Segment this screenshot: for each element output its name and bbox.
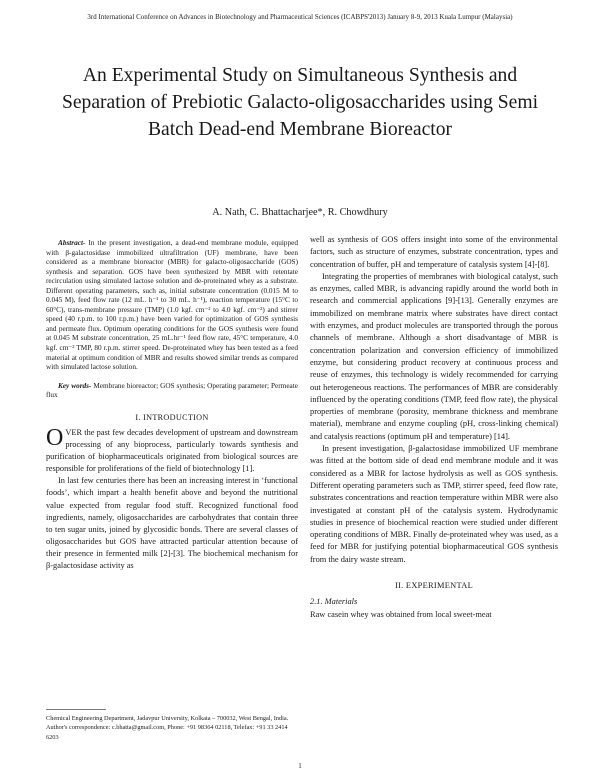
abstract-label: Abstract-	[58, 239, 86, 247]
section-heading-experimental: II. EXPERIMENTAL	[394, 581, 474, 591]
abstract-text: In the present investigation, a dead-end membrane module, equipped with β-galactosidase immobilized ultrafiltration (UF) membrane, have been considered as a membrane bioreactor (MBR) for galacto-oligosaccharide (GOS) synthesis and separation. GOS have been synthesized by MBR with retentate recirculation using simulated lactose solution and de-proteinated whey as a substrate. Different operating parameters, such as, initial substrate concentration (0.015 M to 0.045 M), feed flow rate (12 mL. h⁻¹ to 30 mL. h⁻¹), reaction temperature (15°C to 60°C), trans-membrane pressure (TMP) (1.0 kgf. cm⁻² to 4.0 kgf. cm⁻²) and stirrer speed (40 r.p.m. to 100 r.p.m.) have been varied for optimization of GOS synthesis and permeate flux. Optimum operating conditions for the GOS synthesis were found at 0.045 M substrate concentration, 25 mL.hr⁻¹ feed flow rate, 45°C temperature, 4.0 kgf. cm⁻² TMP, 80 r.p.m. stirrer speed. De-proteinated whey has been tested as a feed material at optimum condition of MBR and results showed similar trends as compared with simulated lactose solution.	[46, 239, 298, 372]
keywords-label: Key words-	[58, 381, 92, 390]
footnote	[46, 714, 298, 742]
subsection-materials: 2.1. Materials	[310, 597, 358, 607]
footnote-affiliation: Chemical Engineering Department, Jadavpur University, Kolkata – 700032, West Bengal, India.	[46, 715, 289, 722]
conference-header: 3rd International Conference on Advances in Biotechnology and Pharmaceutical Sciences (ICABPS'2013) January 8-9, 2013 Kuala Lumpur (Malaysia)	[87, 14, 513, 21]
left-column	[46, 239, 298, 572]
introduction-body	[46, 424, 298, 572]
materials-paragraph: Raw casein whey was obtained from local sweet-meat	[310, 609, 492, 619]
page-number: 1	[298, 762, 302, 770]
paper-title: An Experimental Study on Simultaneous Synthesis and Separation of Prebiotic Galacto-oligosaccharides using Semi Batch Dead-end Membrane Bioreactor	[61, 65, 539, 140]
abstract	[46, 239, 298, 373]
intro-paragraph-1	[46, 424, 298, 475]
keywords	[46, 382, 298, 401]
right-paragraph-mbr: Integrating the properties of membranes with biological catalyst, such as enzymes, called MBR, is advancing rapidly around the world both in research and commercial applications [9]-[13]. Generally enzymes are immobilized on membrane matrix where substrates have direct contact with enzymes, and product molecules are transported through the porous channels of membrane. Although a short disadvantage of MBR is concentration polarization and conversion efficiency of immobilized enzyme, but considering product recovery at continuous process and reuse of enzymes, this technology is widely recommended for carrying out heterogeneous reactions. The performances of MBR are considerably influenced by the operating conditions (TMP, feed flow rate), the physical properties of membrane (porosity, membrane thickness and membrane material), membrane and enzyme coupling (pH, cross-linking chemical) and catalysis reactions (optimum pH and temperature) [14].	[310, 271, 558, 441]
right-paragraph-investigation: In present investigation, β-galactosidase immobilized UF membrane was fitted at the bottom side of dead end membrane module and it was considered as a MBR for lactose hydrolysis as well as GOS synthesis. Different operating parameters such as TMP, stirrer speed, feed flow rate, substrates concentrations and reaction temperature within MBR were also investigated at constant pH of the catalysis system. Hydrodynamic studies in presence of biochemical reaction were studied under different operating conditions of MBR. Finally de-proteinated whey was used, as a feed for MBR for justifying potential biopharmaceutical GOS synthesis from the dairy waste stream.	[310, 444, 558, 564]
intro-paragraph-1-text: VER the past few decades development of upstream and downstream processing of any bioprocess, particularly towards synthesis and purification of biopharmaceuticals originated from biological sources are responsible for proliferations of the field of biotechnology [1].	[46, 427, 298, 474]
author-list: A. Nath, C. Bhattacharjee*, R. Chowdhury	[212, 207, 388, 218]
right-paragraph-continuation: well as synthesis of GOS offers insight into some of the environmental factors, such as structure of enzymes, substrate concentration, types and concentration of buffer, pH and temperature of catalysis system [4]-[8].	[310, 235, 558, 269]
keywords-text: Membrane bioreactor; GOS synthesis; Operating parameter; Permeate flux	[46, 381, 298, 400]
footnote-rule	[46, 709, 106, 710]
footnote-correspondence: Author's correspondence: c.bhatta@gmail.com, Phone: +91 98364 02118, Telefax: +91 33 2414 6203	[46, 724, 288, 741]
drop-cap: O	[46, 424, 64, 451]
right-column	[310, 234, 558, 621]
intro-paragraph-2: In last few centuries there has been an increasing interest in ‘functional foods’, which impart a health benefit above and beyond the nutritional value expected from regular food stuff. Recognized functional food ingredients, namely, oligosaccharides are carbohydrates that contain three to ten sugar units, joined by glycosidic bonds. There are several classes of oligosaccharides but GOS have attracted particular attention because of their presence in fermented milk [2]-[3]. The biochemical mechanism for β-galactosidase activity as	[46, 476, 298, 570]
section-heading-introduction: I. INTRODUCTION	[135, 412, 209, 422]
